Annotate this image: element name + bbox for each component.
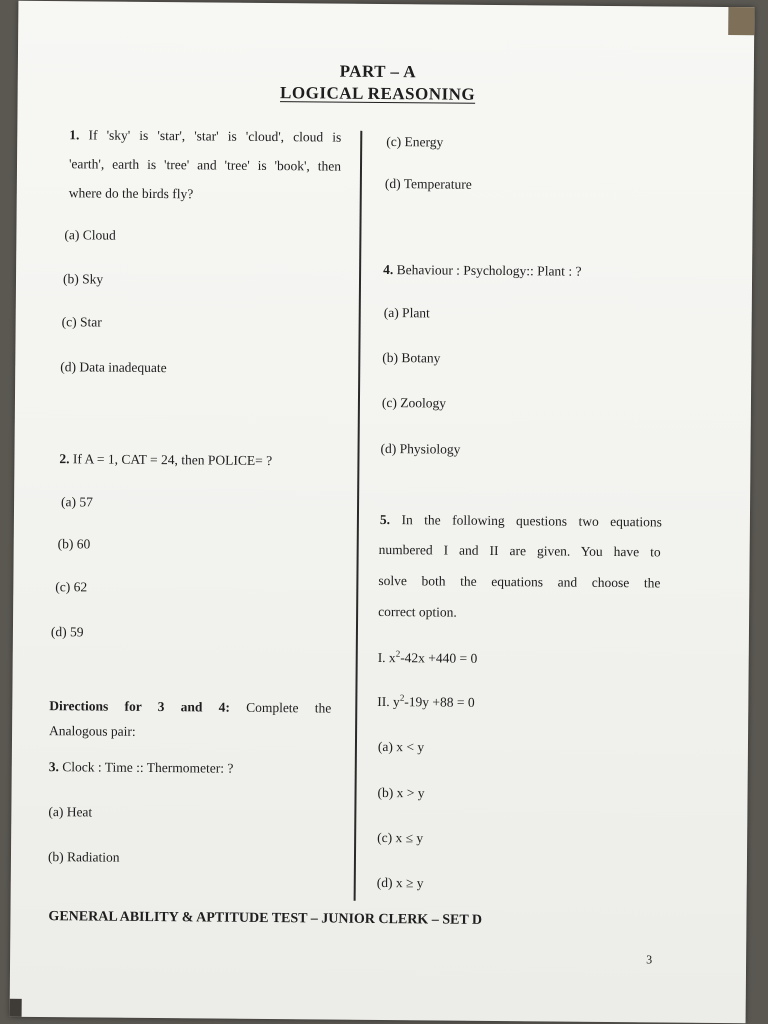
option: (b) Radiation [47,849,120,865]
option: (a) Cloud [64,227,116,243]
option: (d) Physiology [380,440,461,457]
directions-line-1 [49,698,331,716]
option: (a) x < y [377,738,425,755]
option: (a) Plant [383,305,430,321]
option: (b) Botany [382,349,441,366]
question-text: Behaviour : Psychology:: Plant : ? [396,262,582,279]
option: (a) Heat [48,804,93,820]
equation-1-prefix: I. x [377,649,396,666]
option: (c) 62 [55,579,88,595]
question-5-line-3: solve both the equations and choose the [378,572,661,591]
option: (d) x ≥ y [376,874,424,891]
question-text: If 'sky' is 'star', 'star' is 'cloud', cloud is [88,127,342,145]
question-text: If A = 1, CAT = 24, then POLICE= ? [72,451,273,469]
option: (d) Data inadequate [60,359,167,376]
equation-2 [377,694,474,711]
option: (b) x > y [377,784,425,801]
question-text: Clock : Time :: Thermometer: ? [62,759,234,776]
question-number: 4. [383,262,394,278]
question-1-line-2: 'earth', earth is 'tree' and 'tree' is 'book', then [68,156,342,174]
question-1-line-1 [69,127,341,145]
question-number: 5. [379,511,391,528]
option: (d) Temperature [384,176,472,192]
question-2-text [59,451,272,469]
question-4-text [383,262,582,280]
equation-1 [378,650,478,667]
option: (d) 59 [50,624,84,640]
exam-page [10,1,755,1023]
footer-title: GENERAL ABILITY & APTITUDE TEST – JUNIOR CLERK – SET D [48,909,483,928]
question-5-line-4: correct option. [378,603,457,620]
option: (b) Sky [62,271,104,287]
column-divider [354,131,363,901]
question-5-line-1 [380,512,662,530]
page-number: 3 [646,952,653,967]
equation-1-exponent: 2 [395,648,401,659]
question-number: 2. [59,451,70,467]
section-title-text: LOGICAL REASONING [280,83,476,104]
equation-2-rest: -19y +88 = 0 [404,694,475,710]
question-number: 3. [48,759,59,775]
option: (c) Energy [386,134,444,150]
option: (c) Zoology [381,394,447,411]
equation-1-rest: -42x +440 = 0 [400,650,478,666]
section-title [18,81,738,107]
option: (c) Star [61,314,102,330]
option: (b) 60 [57,536,91,552]
background-corner [728,7,754,35]
question-3-text [49,759,234,777]
question-text: In the following questions two equations [401,512,663,530]
directions-text: Complete the [246,699,332,716]
question-5-line-2: numbered I and II are given. You have to [378,541,661,560]
equation-2-exponent: 2 [399,692,405,703]
part-title: PART – A [339,61,417,82]
question-1-line-3: where do the birds fly? [68,185,194,202]
background-corner [10,999,22,1017]
option: (c) x ≤ y [377,829,424,846]
equation-2-prefix: II. y [377,693,400,710]
directions-line-2: Analogous pair: [49,723,136,739]
directions-label: Directions for 3 and 4: [49,698,230,715]
question-number: 1. [69,127,80,143]
option: (a) 57 [61,494,94,510]
